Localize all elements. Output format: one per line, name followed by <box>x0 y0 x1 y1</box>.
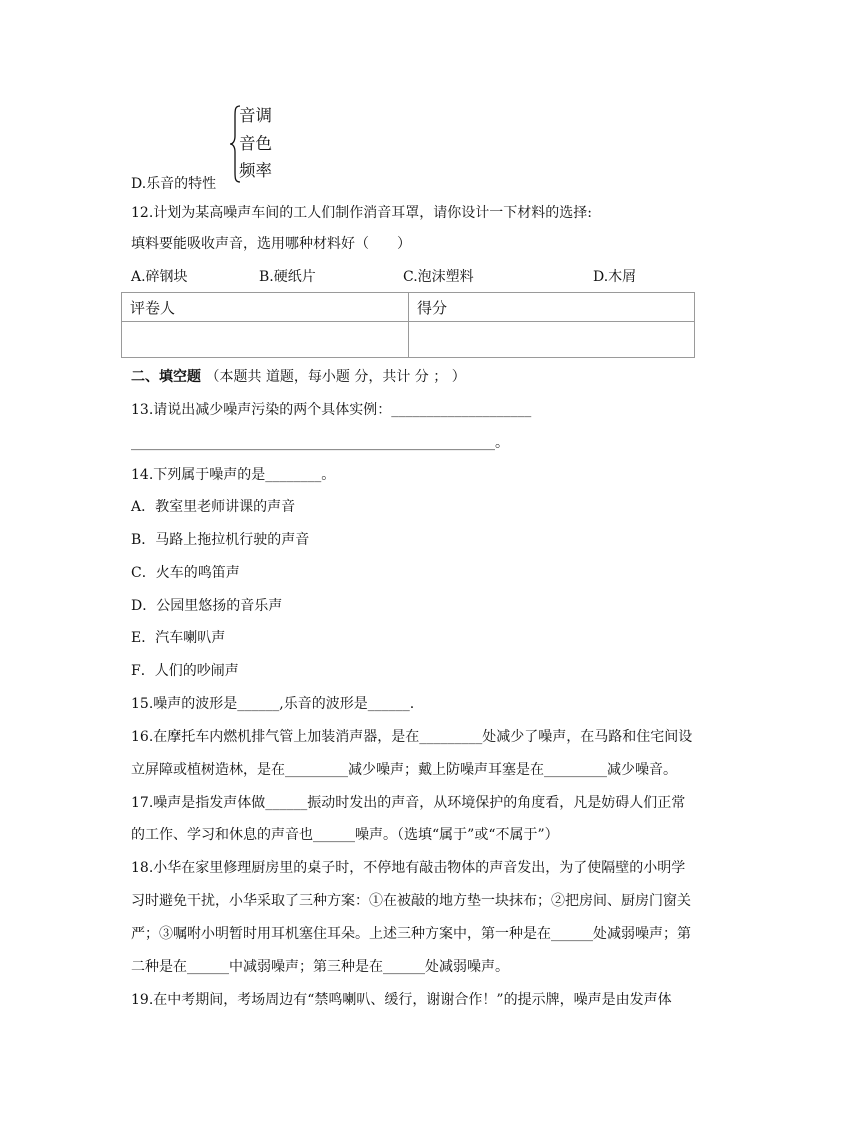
q18-line-1: 18.小华在家里修理厨房里的桌子时，不停地有敲击物体的声音发出，为了使隔壁的小明学 <box>131 860 686 876</box>
q16-line-1: 16.在摩托车内燃机排气管上加装消声器，是在_________处减少了噪声，在马路和住宅间设 <box>131 729 693 745</box>
section-note: （本题共 道题，每小题 分，共计 分 ； ） <box>205 369 466 385</box>
q14-option-a: A．教室里老师讲课的声音 <box>131 499 296 515</box>
q14-stem: 14.下列属于噪声的是________。 <box>131 467 336 483</box>
q14-option-e: E．汽车喇叭声 <box>131 630 226 646</box>
q18-line-4: 二种是在______中减弱噪声；第三种是在______处减弱噪声。 <box>131 959 509 975</box>
q17-line-2: 的工作、学习和休息的声音也______噪声。（选填“属于”或“不属于”） <box>131 827 559 843</box>
score-header-label: 得分 <box>409 293 695 322</box>
brace-item-pitch: 音调 <box>239 106 272 125</box>
q15-stem: 15.噪声的波形是______,乐音的波形是______. <box>131 696 415 712</box>
brace-group <box>229 104 289 184</box>
brace-item-frequency: 频率 <box>239 161 272 180</box>
q12-stem: 12.计划为某高噪声车间的工人们制作消音耳罩，请你设计一下材料的选择: <box>131 205 592 221</box>
grader-cell <box>122 322 409 358</box>
q14-option-d: D．公园里悠扬的音乐声 <box>131 598 283 614</box>
section-heading <box>131 367 466 387</box>
q14-option-b: B．马路上拖拉机行驶的声音 <box>131 532 310 548</box>
q12-sub: 填料要能吸收声音，选用哪种材料好（ ） <box>131 236 411 252</box>
q14-option-c: C．火车的鸣笛声 <box>131 565 240 581</box>
q11-option-d: D.乐音的特性 <box>131 176 217 192</box>
q12-option-b: B.硬纸片 <box>259 269 316 285</box>
q12-option-d: D.木屑 <box>593 269 637 285</box>
q12-option-c: C.泡沫塑料 <box>403 269 474 285</box>
grader-header-label: 评卷人 <box>122 293 409 322</box>
q12-option-a: A.碎钢块 <box>131 269 188 285</box>
section-title: 二、填空题 <box>131 369 201 385</box>
q18-line-3: 严；③嘱咐小明暂时用耳机塞住耳朵。上述三种方案中，第一种是在______处减弱噪声；第 <box>131 926 691 942</box>
grader-table <box>121 292 695 358</box>
q19-line-1: 19.在中考期间，考场周边有“禁鸣喇叭、缓行，谢谢合作！”的提示牌，噪声是由发声体 <box>131 992 672 1008</box>
score-cell <box>409 322 695 358</box>
q16-line-2: 立屏障或植树造林，是在_________减少噪声；戴上防噪声耳塞是在_________减少噪音。 <box>131 762 677 778</box>
q17-line-1: 17.噪声是指发声体做______振动时发出的声音，从环境保护的角度看，凡是妨碍人们正常 <box>131 795 686 811</box>
q14-option-f: F．人们的吵闹声 <box>131 663 239 679</box>
q13-line-2: ____________________________________________________。 <box>131 435 509 451</box>
brace-item-timbre: 音色 <box>239 134 272 153</box>
q18-line-2: 习时避免干扰，小华采取了三种方案：①在被敲的地方垫一块抹布；②把房间、厨房门窗关 <box>131 893 691 909</box>
q13-line-1: 13.请说出减少噪声污染的两个具体实例：____________________ <box>131 402 532 418</box>
